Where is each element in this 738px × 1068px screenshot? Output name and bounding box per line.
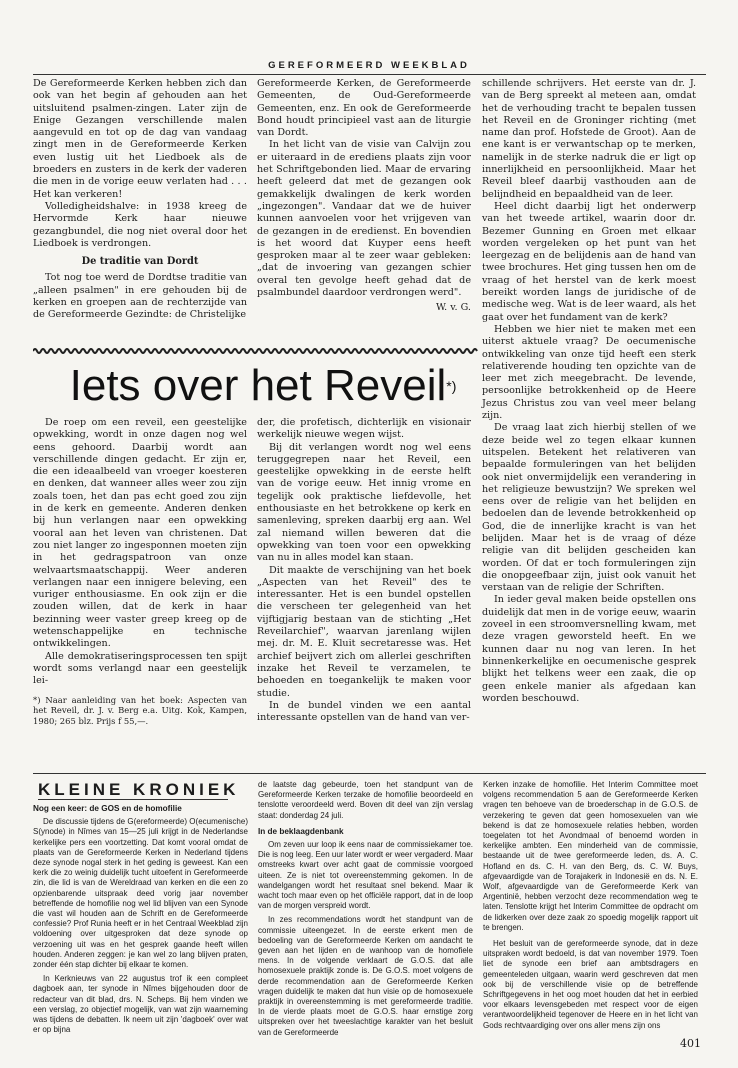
header-rule	[33, 74, 706, 75]
paragraph: In het licht van de visie van Calvijn zou er uiteraard in de erediens plaats zijn voor het Schriftgebonden lied. Maar de ervaring heeft geleerd dat met de gezangen ook gemakkelijk dwalingen de kerk worden „ingezongen". Vandaar dat we de huiver kunnen aanvoelen voor het vrijgeven van de gezangen in de eredienst. En bovendien is het woord dat Kuyper eens heeft gesproken maar al te zeer waar gebleken: „dat de invoering van gezangen schier overal ten gevolge heeft gehad dat de psalmbundel daardoor verdrongen werd".	[257, 139, 471, 299]
article-column-3	[482, 78, 696, 705]
article-column-2	[257, 417, 471, 724]
section-title: KLEINE KRONIEK	[38, 780, 240, 799]
top-column-2	[257, 78, 471, 315]
page-number: 401	[680, 1037, 701, 1050]
paragraph: In de bundel vinden we een aantal interessante opstellen van de hand van ver-	[257, 699, 471, 724]
article-column-1	[33, 417, 247, 726]
top-column-1	[33, 78, 247, 322]
paragraph: de laatste dag gebeurde, toen het standpunt van de Gereformeerde Kerken terzake de homofilie beoordeeld en tenslotte veroordeeld werd. Boven dit deel van zijn verslag staat: donderdag 24 juli.	[258, 780, 473, 820]
title-text: Iets over het Reveil	[69, 361, 447, 410]
paragraph: Alle demokratiseringsprocessen ten spijt wordt soms verlangd naar een geestelijk lei-	[33, 650, 247, 687]
signature: W. v. G.	[435, 302, 471, 314]
paragraph: Kerken inzake de homofilie. Het Interim Committee moet volgens recommendation 5 aan de Gereformeerde Kerken vragen ten behoeve van de broederschap in de G.O.S. de verzekering te geven dat geen homosexuelen van wie bekend is dat ze homosexuele relaties hebben, worden toegelaten tot het Avondmaal of benoemd worden in kerkelijke ambten. Een minderheid van de commissie, bestaande uit de twee gereformeerde leden, ds. A. C. Hofland en ds. C. H. van den Berg, ds. C. W. Buys, afgevaardigde van de Torajakerk in Indonesië en ds. N. E. Wolf, afgevaardigde van de Gereformeerde Kerk van Argentinië, hebben verzocht deze recommendation weg te laten. Tenslotte krijgt het Interim Committee de opdracht om de lidkerken over deze zaak zo spoedig mogelijk rapport uit te brengen.	[483, 780, 698, 932]
section-heading: De traditie van Dordt	[81, 256, 199, 268]
paragraph: Hebben we hier niet te maken met een uiterst aktuele vraag? De oecumenische ontwikkeling van onze tijd heeft een sterk relativerende houding ten opzichte van de leer met zich meegebracht. De levende, persoonlijke betrokkenheid op de Heere Jezus Christus zou van veel meer belang zijn.	[482, 323, 696, 422]
kroniek-title-rule	[38, 799, 228, 800]
paragraph: De vraag laat zich hierbij stellen of we deze beide wel zo tegen elkaar kunnen uitspelen. Betekent het relativeren van bepaalde formuleringen van het belijden ook niet onvermijdelijk een verandering in het religieuze bewustzijn? We spreken wel eens over de religie van het belijden en bedoelen dan de levende betrokkenheid op God, die de innerlijke kracht is van het belijden. Maar het is de vraag of déze religie van dit belijden gescheiden kan worden. Of dat er toch formuleringen zijn die onopgeefbaar zijn, juist ook vanuit het verstaan van de religie der Schriften.	[482, 422, 696, 594]
paragraph: Het besluit van de gereformeerde synode, dat in deze uitspraken wordt bedoeld, is dat van november 1979. Toen liet de synode een brief aan ambtsdragers en gemeenteleden uitgaan, waarin werd geschreven dat men ook bij de verschillende visie op de betreffende Schriftgegevens in het oog moet houden dat het in eerbied voor elkaars levensgebeden met respect voor de eigen verantwoordelijkheid tegenover de Heere en in het licht van Gods rechtvaardiging over ons aller mens zijn ons	[483, 939, 698, 1030]
paragraph: Heel dicht daarbij ligt het onderwerp van het tweede artikel, waarin door dr. Bezemer Gunning en Groen met elkaar worden vergeleken op het punt van het leergezag en de belijdenis aan de hand van twee brochures. Het ging tussen hen om de vraag of het herstel van de kerk moest bereikt worden langs de juridische of de medische weg. Wat is de leer waard, als het gaat over het fundament van de kerk?	[482, 200, 696, 323]
paragraph: De discussie tijdens de G(ereformeerde) O(ecumenische) S(ynode) in Nîmes van 15—25 juli krijgt in de Nederlandse kerkelijke pers een voortzetting. Dat komt vooral omdat de plaats van de Gereformeerde Kerken in Nederland tijdens deze synode nogal sterk in het geding is geweest. Kan een kerk die zo weinig duidelijk tucht uitoefent in Gereformeerde zin, die lid is van de Wereldraad van kerken en die een zo opzienbarende uitspraak deed vorig jaar november betreffende de homofilie nog wel lid blijven van een Synode die vast wil houden aan de Schrift en de Gereformeerde confessie? Prof Runia heeft er in het Centraal Weekblad zijn voldoening over uitgesproken dat deze synode op verzoening uit was en het gesprek gaande heeft willen houden. Anderen zeggen: je kan wel zo lang blijven praten, zonder één stap dichter bij elkaar te komen.	[33, 817, 248, 970]
subheading: Nog een keer: de GOS en de homofilie	[33, 804, 182, 813]
paragraph: der, die profetisch, dichterlijk en visionair werkelijk nieuwe wegen wijst.	[257, 417, 471, 441]
section-rule	[33, 773, 706, 774]
kroniek-column-3	[483, 780, 698, 1031]
paragraph: Volledigheidshalve: in 1938 kreeg de Hervormde Kerk haar nieuwe gezangbundel, die nog niet overal door het Liedboek is verdrongen.	[33, 200, 247, 249]
paragraph: In ieder geval maken beide opstellen ons duidelijk dat men in de vorige eeuw, waarin zoveel in een stroomversnelling kwam, met deze vragen geworsteld heeft. En we kunnen daar nu nog van leren. In het binnenkerkelijke en oecumenische gesprek blijkt het telkens weer een zaak, die op geen enkele manier als afgedaan kan worden beschouwd.	[482, 594, 696, 704]
paragraph: In zes recommendations wordt het standpunt van de commissie uiteengezet. In de eerste erkent men de bedoeling van de Gereformeerde Kerken om aandacht te geven aan het lijden en de wanhoop van de homofiele mens. In de volgende verklaart de G.O.S. dat alle homosexuele praktijk zonde is. De G.O.S. moet volgens de derde recommendation aan de Gereformeerde Kerken vragen duidelijk te maken dat hun visie op de homosexuele praktijk in overeenstemming is met gereformeerde traditie. In de vierde plaats moet de G.O.S. haar ernstige zorg uitspreken over het tweeslachtige karakter van het besluit van de Gereformeerde	[258, 915, 473, 1037]
title-footnote-mark: *)	[446, 378, 457, 394]
article-title	[33, 358, 493, 414]
paragraph: Om zeven uur loop ik eens naar de commissiekamer toe. Die is nog leeg. Een uur later wordt er weer vergaderd. Maar omstreeks kwart over acht gaat de commissie voorgoed uiteen. Ze is niet tot overeenstemming gekomen. In de wandelgangen wordt het resultaat snel bekend. Maar ik wacht toch maar even op het officiële rapport, dat in de loop van de morgen verspreid wordt.	[258, 840, 473, 911]
kroniek-column-2	[258, 780, 473, 1038]
paragraph: Dit maakte de verschijning van het boek „Aspecten van het Reveil" des te interessanter. Het is een bundel opstellen die verscheen ter gelegenheid van het vijftigjarig bestaan van de stichting „Het Reveilarchief", waarvan jarenlang wijlen mej. dr. M. E. Kluit secretaresse was. Het archief beijvert zich om allerlei geschriften inzake het Reveil te verzamelen, te behoeden en toegankelijk te maken voor studie.	[257, 564, 471, 699]
wavy-divider	[33, 347, 478, 355]
footnote: *) Naar aanleiding van het boek: Aspecten van het Reveil, dr. J. v. Berg e.a. Uitg. Kok, Kampen, 1980; 265 blz. Prijs f 55,—.	[33, 694, 247, 726]
paragraph: De roep om een reveil, een geestelijke opwekking, wordt in onze dagen nog wel eens gehoord. Daarbij wordt aan verschillende dingen gedacht. Er zijn er, die een ideaalbeeld van vroeger koesteren en denken, dat wanneer alles weer zou zijn zoals toen, het dan pas echt goed zou zijn in de kerk en gemeente. Anderen denken bij hun verlangen naar een opwekking vooral aan het leven van christenen. Dat zou niet langer zo ingesponnen moeten zijn in het gedragspatroon van onze welvaartsmaatschappij. Weer anderen verlangen naar een innigere beleving, een vuriger enthousiasme. En ook zijn er die zouden willen, dat de kerk in haar bezinning weer vaster greep kreeg op de wetenschappelijke en technische ontwikkelingen.	[33, 417, 247, 650]
paragraph: Bij dit verlangen wordt nog wel eens teruggegrepen naar het Reveil, een geestelijke opwekking in de eerste helft van de vorige eeuw. Het innig vrome en tegelijk ook praktische liefdevolle, het enthousiaste en het betrokkene op kerk en samenleving, spreken daarbij erg aan. Wel zal niemand willen beweren dat die opwekking van toen voor een opwekking van nu in alles model kan staan.	[257, 441, 471, 564]
paragraph: Gereformeerde Kerken, de Gereformeerde Gemeenten, de Oud-Gereformeerde Gemeenten, enz. En ook de Gereformeerde Bond houdt principieel vast aan de liturgie van Dordt.	[257, 78, 471, 139]
subheading: In de beklaagdenbank	[258, 826, 344, 836]
running-header: GEREFORMEERD WEEKBLAD	[268, 60, 470, 71]
paragraph: De Gereformeerde Kerken hebben zich dan ook van het begin af gehouden aan het uitsluitend psalmen-zingen. Later zijn de Enige Gezangen verschillende malen aangevuld en tot op de dag van vandaag zingt men in de Gereformeerde Kerken even lustig uit het Liedboek als de broeders en zusters in de kerk der vaderen die men in de vorige eeuw verlaten had . . . Het kan verkeren!	[33, 78, 247, 200]
paragraph: schillende schrijvers. Het eerste van dr. J. van de Berg spreekt al meteen aan, omdat het de verhouding tracht te bepalen tussen het Reveil en de Groninger richting (met name dan prof. Hofstede de Groot). Aan de ene kant is er verwantschap op te merken, namelijk in de sterke nadruk die er ligt op innerlijkheid en persoonlijkheid. Maar het Reveil bleef daarbij vasthouden aan de belijndheid en bepaaldheid van de leer.	[482, 78, 696, 200]
paragraph: Tot nog toe werd de Dordtse traditie van „alleen psalmen" in ere gehouden bij de kerken en groepen aan de rechterzijde van de Gereformeerde Gezindte: de Christelijke	[33, 272, 247, 321]
paragraph: In Kerknieuws van 22 augustus trof ik een compleet dagboek aan, ter synode in Nîmes bijgehouden door de redacteur van dit blad, drs. N. Scheps. Bij hem vinden we een verslag, zo objectief mogelijk, van wat zijn waarneming was tijdens de debatten. Ik neem uit zijn 'dagboek' over wat er op bijna	[33, 974, 248, 1035]
kroniek-column-1	[33, 804, 248, 1035]
